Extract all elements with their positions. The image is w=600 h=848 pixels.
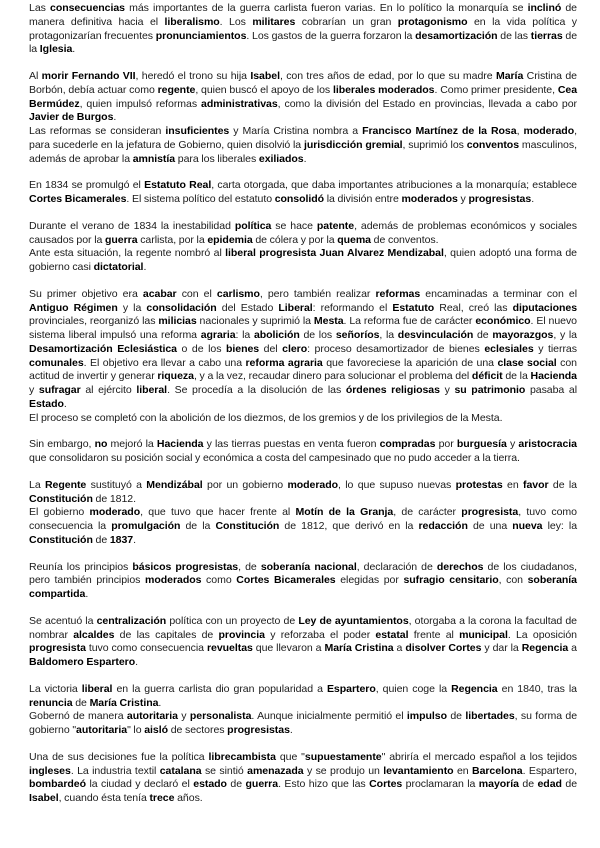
bold-term: militares	[252, 15, 296, 28]
bold-term: consolidación	[146, 301, 217, 314]
bold-term: estado	[193, 778, 227, 791]
bold-term: desvinculación	[397, 329, 474, 341]
bold-term: su patrimonio	[454, 384, 526, 396]
paragraph-text: Las consecuencias más importantes de la guerra carlista fueron varias. En lo político la monarquía se inclinó de manera definitiva hacia el liberalismo. Los militares cobrarían un gran protagonismo en la vida política y protagonizarían frecuentes pronunciamientos. Los gastos de la guerra forzaron la desamortización de las tierras de la Iglesia.	[29, 2, 578, 56]
bold-term: consolidó	[274, 193, 325, 205]
bold-term: Cortes Bicamerales	[29, 193, 127, 205]
bold-term: centralización	[96, 614, 167, 627]
bold-term: moderados	[145, 574, 202, 587]
bold-term: ingleses	[29, 764, 71, 777]
paragraph-text: Sin embargo, no mejoró la Hacienda y las tierras puestas en venta fueron compradas por burguesía y aristocracia que consolidaron su posición social y económica a costa del campesinado que no pudo acceder a la tierra.	[29, 438, 577, 464]
bold-term: derechos	[436, 560, 484, 573]
paragraph-text: La victoria liberal en la guerra carlista dio gran popularidad a Espartero, quien coge la Regencia en 1840, tras la renuncia de María Cristina.	[29, 682, 578, 709]
paragraph	[29, 615, 577, 670]
bold-term: personalista	[189, 710, 252, 723]
bold-term: diputaciones	[512, 301, 578, 314]
bold-term: Hacienda	[156, 438, 204, 451]
paragraph-text: Reunía los principios básicos progresistas, de soberanía nacional, declaración de derechos de los ciudadanos, pero también principios moderados como Cortes Bicamerales elegidas por sufragio censitario, con soberanía compartida.	[29, 560, 577, 600]
bold-term: liberal	[81, 682, 113, 695]
bold-term: Constitución	[215, 520, 280, 532]
bold-term: moderados	[401, 193, 458, 205]
bold-term: Francisco Martínez de la Rosa	[362, 125, 517, 137]
bold-term: autoritaria	[76, 724, 128, 736]
bold-term: protestas	[455, 478, 503, 491]
bold-term: no	[94, 438, 108, 451]
paragraph-text: Al morir Fernando VII, heredó el trono su hija Isabel, con tres años de edad, por lo que su madre María Cristina de Borbón, debía actuar como regente, quien buscó el apoyo de los liberales moderados. Como primer presidente, Cea Bermúdez, quien impulsó reformas administrativas, como la división del Estado en provincias, llevada a cabo por Javier de Burgos.	[29, 70, 578, 124]
bold-term: progresista	[29, 642, 86, 655]
bold-term: 1837	[109, 533, 134, 546]
bold-term: agraria	[200, 329, 236, 341]
paragraph-text: La Regente sustituyó a Mendizábal por un gobierno moderado, lo que supuso nuevas protestas en favor de la Constitución de 1812.	[29, 478, 578, 505]
bold-term: autoritaria	[126, 710, 178, 723]
bold-term: amenazada	[247, 764, 304, 777]
paragraph-text: El gobierno moderado, que tuvo que hacer frente al Motín de la Granja, de carácter progresista, tuvo como consecuencia la promulgación de la Constitución de 1812, que derivó en la redacción de una nueva ley: la Constitución de 1837.	[29, 506, 578, 546]
bold-term: libertades	[465, 710, 515, 723]
bold-term: aristocracia	[518, 438, 577, 451]
bold-term: Cea Bermúdez	[29, 83, 578, 110]
bold-term: moderado	[287, 478, 339, 491]
paragraph-text: Se acentuó la centralización política con un proyecto de Ley de ayuntamientos, otorgaba a la corona la facultad de nombrar alcaldes de las capitales de provincia y reforzaba el poder estatal frente al municipal. La oposición progresista tuvo como consecuencia revueltas que llevaron a María Cristina a disolver Cortes y dar la Regencia a Baldomero Espartero.	[29, 614, 577, 668]
bold-term: Hacienda	[530, 370, 577, 383]
bold-term: supuestamente	[304, 750, 382, 763]
bold-term: liberales moderados	[332, 83, 435, 96]
bold-term: promulgación	[111, 520, 181, 532]
paragraph	[29, 70, 577, 166]
bold-term: carlismo	[216, 287, 260, 300]
bold-term: Motín de la Granja	[295, 506, 394, 519]
bold-term: Regencia	[521, 642, 569, 655]
paragraph	[29, 479, 577, 548]
bold-term: Regencia	[451, 682, 498, 695]
bold-term: María	[495, 70, 524, 82]
bold-term: soberanía compartida	[29, 574, 577, 600]
paragraph-text: Una de sus decisiones fue la política librecambista que "supuestamente" abriría el mercado español a los tejidos ingleses. La industria textil catalana se sintió amenazada y se produjo un levantamiento en Barcelona. Espartero, bombardeó la ciudad y declaró el estado de guerra. Esto hizo que las Cortes proclamaran la mayoría de edad de Isabel, cuando ésta tenía trece años.	[29, 750, 578, 804]
bold-term: trece	[149, 792, 175, 804]
bold-term: Isabel	[29, 792, 59, 804]
bold-term: señoríos	[335, 329, 380, 341]
paragraph-text: Durante el verano de 1834 la inestabilidad política se hace patente, además de problemas económicos y sociales causados por la guerra carlista, por la epidemia de cólera y por la quema de conventos.	[29, 219, 577, 246]
bold-term: regente	[157, 83, 196, 96]
bold-term: básicos progresistas	[132, 560, 239, 573]
bold-term: consecuencias	[50, 2, 125, 14]
paragraph	[29, 438, 577, 466]
bold-term: Javier de Burgos	[29, 111, 114, 124]
paragraph	[29, 179, 577, 207]
bold-term: quema	[337, 233, 371, 246]
paragraph-text: Las reformas se consideran insuficientes y María Cristina nombra a Francisco Martínez de la Rosa, moderado, para sucederle en la jefatura de Gobierno, quien disolvió la jurisdicción gremial, suprimió los conventos masculinos, además de aprobar la amnistía para los liberales exiliados.	[29, 125, 577, 165]
bold-term: epidemia	[207, 233, 253, 246]
bold-term: guerra	[245, 778, 279, 791]
bold-term: reformas	[375, 287, 421, 300]
bold-term: librecambista	[208, 750, 276, 763]
bold-term: moderado	[523, 125, 575, 137]
paragraph-text: El proceso se completó con la abolición de los diezmos, de los gremios y de los privilegios de la Mesta.	[29, 411, 503, 424]
bold-term: abolición	[253, 329, 300, 341]
bold-term: administrativas	[201, 97, 278, 110]
bold-term: Mendizábal	[146, 478, 203, 491]
bold-term: estatal	[375, 628, 409, 641]
bold-term: María Cristina	[89, 696, 159, 709]
bold-term: morir Fernando VII	[41, 70, 136, 82]
bold-term: riqueza	[157, 370, 194, 383]
bold-term: desamortización	[415, 29, 498, 42]
bold-term: clero	[282, 342, 308, 355]
bold-term: municipal	[459, 628, 508, 641]
bold-term: Cortes	[369, 778, 403, 791]
bold-term: comunales	[29, 356, 84, 369]
bold-term: Baldomero Espartero	[29, 656, 136, 668]
bold-term: compradas	[379, 438, 436, 451]
bold-term: impulso	[406, 710, 447, 723]
bold-term: Ley de ayuntamientos	[298, 614, 409, 627]
bold-term: inclinó	[527, 2, 562, 14]
bold-term: progresistas	[227, 724, 290, 736]
bold-term: levantamiento	[383, 764, 454, 777]
bold-term: renuncia	[29, 696, 73, 709]
bold-term: Estatuto	[392, 301, 435, 314]
bold-term: pronunciamientos	[155, 29, 247, 42]
paragraph-text: En 1834 se promulgó el Estatuto Real, carta otorgada, que daba importantes atribuciones a la monarquía; establece Cortes Bicamerales. El sistema político del estatuto consolidó la división entre moderados y progresistas.	[29, 179, 577, 205]
bold-term: Constitución	[29, 533, 93, 546]
bold-term: María Cristina	[324, 642, 394, 655]
paragraph	[29, 288, 577, 426]
paragraph-text: Gobernó de manera autoritaria y personalista. Aunque inicialmente permitió el impulso de libertades, su forma de gobierno "autoritaria" lo aisló de sectores progresistas.	[29, 710, 578, 736]
bold-term: patente	[316, 219, 355, 232]
bold-term: nueva	[512, 520, 543, 532]
bold-term: Isabel	[250, 70, 280, 82]
bold-term: revueltas	[206, 642, 253, 655]
bold-term: burguesía	[456, 438, 507, 451]
bold-term: alcaldes	[73, 628, 115, 641]
bold-term: reforma agraria	[245, 356, 323, 369]
bold-term: dictatorial	[93, 261, 144, 273]
bold-term: progresistas	[468, 193, 532, 205]
paragraph	[29, 751, 577, 806]
bold-term: Estatuto Real	[144, 179, 212, 192]
bold-term: eclesiales	[484, 342, 534, 355]
bold-term: progresista	[461, 506, 519, 519]
bold-term: Antiguo Régimen	[29, 301, 118, 314]
bold-term: déficit	[471, 370, 503, 383]
bold-term: moderado	[89, 506, 141, 519]
bold-term: Liberal	[278, 301, 313, 314]
bold-term: exiliados	[258, 152, 304, 165]
bold-term: órdenes religiosas	[345, 384, 440, 396]
bold-term: favor	[523, 478, 549, 491]
bold-term: soberanía nacional	[260, 560, 357, 573]
bold-term: económico	[475, 315, 531, 328]
bold-term: liberal progresista Juan Alvarez Mendizabal	[225, 247, 444, 260]
bold-term: Regente	[44, 478, 87, 491]
bold-term: Barcelona	[472, 764, 523, 777]
bold-term: jurisdicción gremial	[303, 138, 403, 151]
bold-term: mayorazgos	[492, 329, 554, 341]
bold-term: protagonismo	[397, 15, 468, 28]
paragraph	[29, 561, 577, 602]
bold-term: Constitución	[29, 492, 93, 505]
paragraph-text: Ante esta situación, la regente nombró al liberal progresista Juan Alvarez Mendizabal, quien adoptó una forma de gobierno casi dictatorial.	[29, 247, 577, 273]
bold-term: milicias	[158, 315, 197, 328]
bold-term: amnistía	[132, 152, 176, 165]
bold-term: bienes	[225, 342, 260, 355]
bold-term: edad	[537, 778, 562, 791]
bold-term: Estado	[29, 397, 64, 410]
paragraph-text: Su primer objetivo era acabar con el carlismo, pero también realizar reformas encaminadas a terminar con el Antiguo Régimen y la consolidación del Estado Liberal: reformando el Estatuto Real, creó las diputaciones provinciales, reorganizó las milicias nacionales y suprimió la Mesta. La reforma fue de carácter económico. El nuevo sistema liberal impulsó una reforma agraria: la abolición de los señoríos, la desvinculación de mayorazgos, y la Desamortización Eclesiástica o de los bienes del clero: proceso desamortizador de bienes eclesiales y tierras comunales. El objetivo era llevar a cabo una reforma agraria que favoreciese la aparición de una clase social con actitud de invertir y generar riqueza, y a la vez, recaudar dinero para solucionar el problema del déficit de la Hacienda y sufragar al ejército liberal. Se procedía a la disolución de las órdenes religiosas y su patrimonio pasaba al Estado.	[29, 287, 578, 410]
bold-term: liberal	[136, 384, 168, 396]
bold-term: guerra	[105, 233, 138, 246]
bold-term: conventos	[466, 138, 520, 151]
bold-term: Desamortización Eclesiástica	[29, 342, 177, 355]
bold-term: clase social	[497, 356, 557, 369]
paragraph	[29, 2, 577, 57]
bold-term: Mesta	[313, 315, 344, 328]
bold-term: acabar	[142, 287, 177, 300]
bold-term: Espartero	[326, 682, 376, 695]
bold-term: bombardeó	[29, 778, 86, 791]
paragraph	[29, 683, 577, 738]
bold-term: insuficientes	[165, 125, 230, 137]
bold-term: provincia	[218, 628, 265, 641]
bold-term: sufragar	[38, 384, 81, 396]
bold-term: disolver Cortes	[405, 642, 482, 655]
bold-term: mayoría	[478, 778, 519, 791]
bold-term: Iglesia	[39, 43, 73, 56]
paragraph	[29, 220, 577, 275]
bold-term: catalana	[159, 764, 202, 777]
bold-term: tierras	[530, 29, 563, 42]
bold-term: aisló	[144, 724, 169, 736]
bold-term: liberalismo	[164, 15, 220, 28]
bold-term: Cortes Bicamerales	[236, 574, 336, 587]
bold-term: redacción	[418, 520, 468, 532]
bold-term: política	[234, 219, 272, 232]
bold-term: sufragio censitario	[403, 574, 499, 587]
